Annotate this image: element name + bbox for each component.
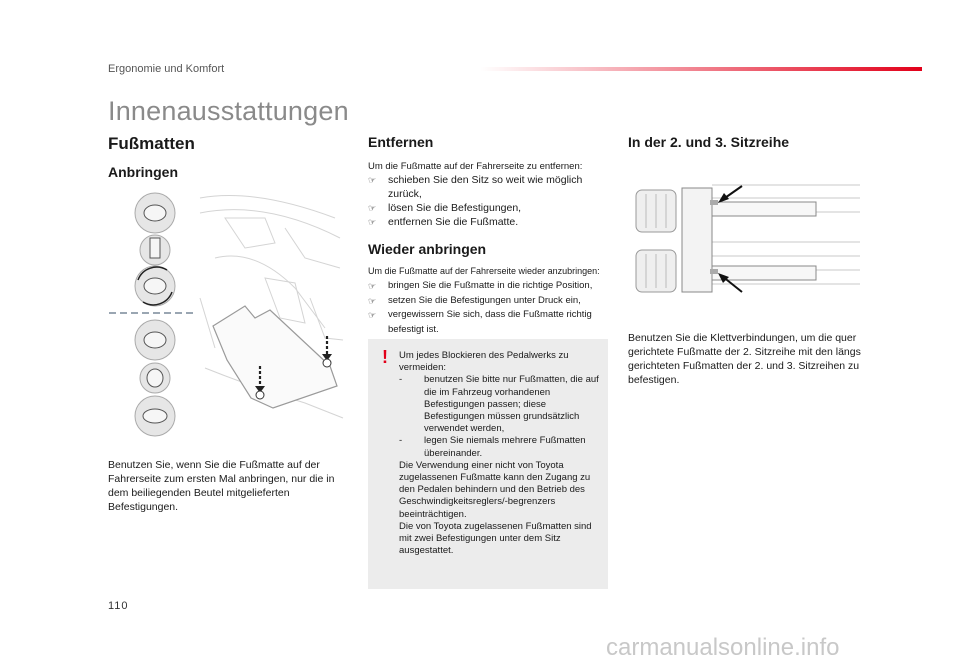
longitudinal-mat (712, 202, 816, 216)
list-item: ☞ schieben Sie den Sitz so weit wie möglich zurück, (368, 174, 583, 200)
refit-list (368, 279, 613, 337)
clip-detail-circles (135, 193, 175, 436)
floor-mat-illustration (105, 188, 348, 440)
note-dash-item: - benutzen Sie bitte nur Fußmatten, die auf die im Fahrzeug vorhandenen Befestigungen passen; diese Befestigungen müssen grundsätzlich verwendet werden, (399, 374, 599, 435)
watermark: carmanualsonline.info (606, 634, 840, 661)
list-item: ☞ bringen Sie die Fußmatte in die richtige Position, (368, 279, 613, 294)
remove-intro: Um die Fußmatte auf der Fahrerseite zu entfernen: (368, 161, 583, 172)
cross-mat (682, 188, 712, 292)
list-item: ☞ vergewissern Sie sich, dass die Fußmatte richtig befestigt ist. (368, 309, 592, 335)
rear-mats-illustration (632, 180, 862, 296)
list-item: ☞ entfernen Sie die Fußmatte. (368, 216, 519, 228)
heading-anbringen: Anbringen (108, 164, 178, 180)
list-item: ☞ setzen Sie die Befestigungen unter Druck ein, (368, 294, 613, 309)
refit-intro: Um die Fußmatte auf der Fahrerseite wieder anzubringen: (368, 266, 600, 276)
page-title: Innenausstattungen (108, 96, 349, 126)
header-accent-rule (480, 67, 922, 71)
anbringen-caption: Benutzen Sie, wenn Sie die Fußmatte auf der Fahrerseite zum ersten Mal anbringen, nur die in dem beiliegenden Beutel mitgelieferten Befestigungen. (108, 459, 335, 513)
heading-entfernen: Entfernen (368, 134, 434, 150)
bullet-icon: ☞ (368, 203, 377, 213)
note-paragraph: Die von Toyota zugelassenen Fußmatten sind mit zwei Befestigungen unter dem Sitz ausgestattet. (399, 520, 592, 557)
list-item: ☞ lösen Sie die Befestigungen, (368, 202, 522, 214)
note-dash-item: - legen Sie niemals mehrere Fußmatten übereinander. (399, 435, 586, 459)
bullet-icon: ☞ (368, 310, 377, 320)
note-paragraph: Die Verwendung einer nicht von Toyota zugelassenen Fußmatte kann den Zugang zu den Pedalen behindern und den Betrieb des Geschwindigkeitsreglers/-begrenzers beeinträchtigen. (399, 459, 591, 520)
section-label: Ergonomie und Komfort (108, 63, 225, 75)
sitzreihe-caption: Benutzen Sie die Klettverbindungen, um die quer gerichtete Fußmatte der 2. Sitzreihe mit den längs gerichteten Fußmatten der 2. und 3. Sitzreihen zu befestigen. (628, 332, 861, 386)
remove-list (368, 173, 608, 229)
warning-note-box (368, 339, 608, 589)
bullet-icon: ☞ (368, 295, 377, 306)
page-number: 110 (108, 600, 129, 612)
heading-sitzreihe: In der 2. und 3. Sitzreihe (628, 134, 790, 150)
heading-fussmatten: Fußmatten (108, 134, 195, 153)
bullet-icon: ☞ (368, 175, 377, 185)
bullet-icon: ☞ (368, 217, 377, 227)
warning-icon: ! (382, 347, 388, 367)
note-intro: Um jedes Blockieren des Pedalwerks zu vermeiden: (399, 350, 569, 374)
warning-note-text (399, 350, 599, 557)
heading-wieder-anbringen: Wieder anbringen (368, 241, 487, 257)
bullet-icon: ☞ (368, 281, 377, 291)
